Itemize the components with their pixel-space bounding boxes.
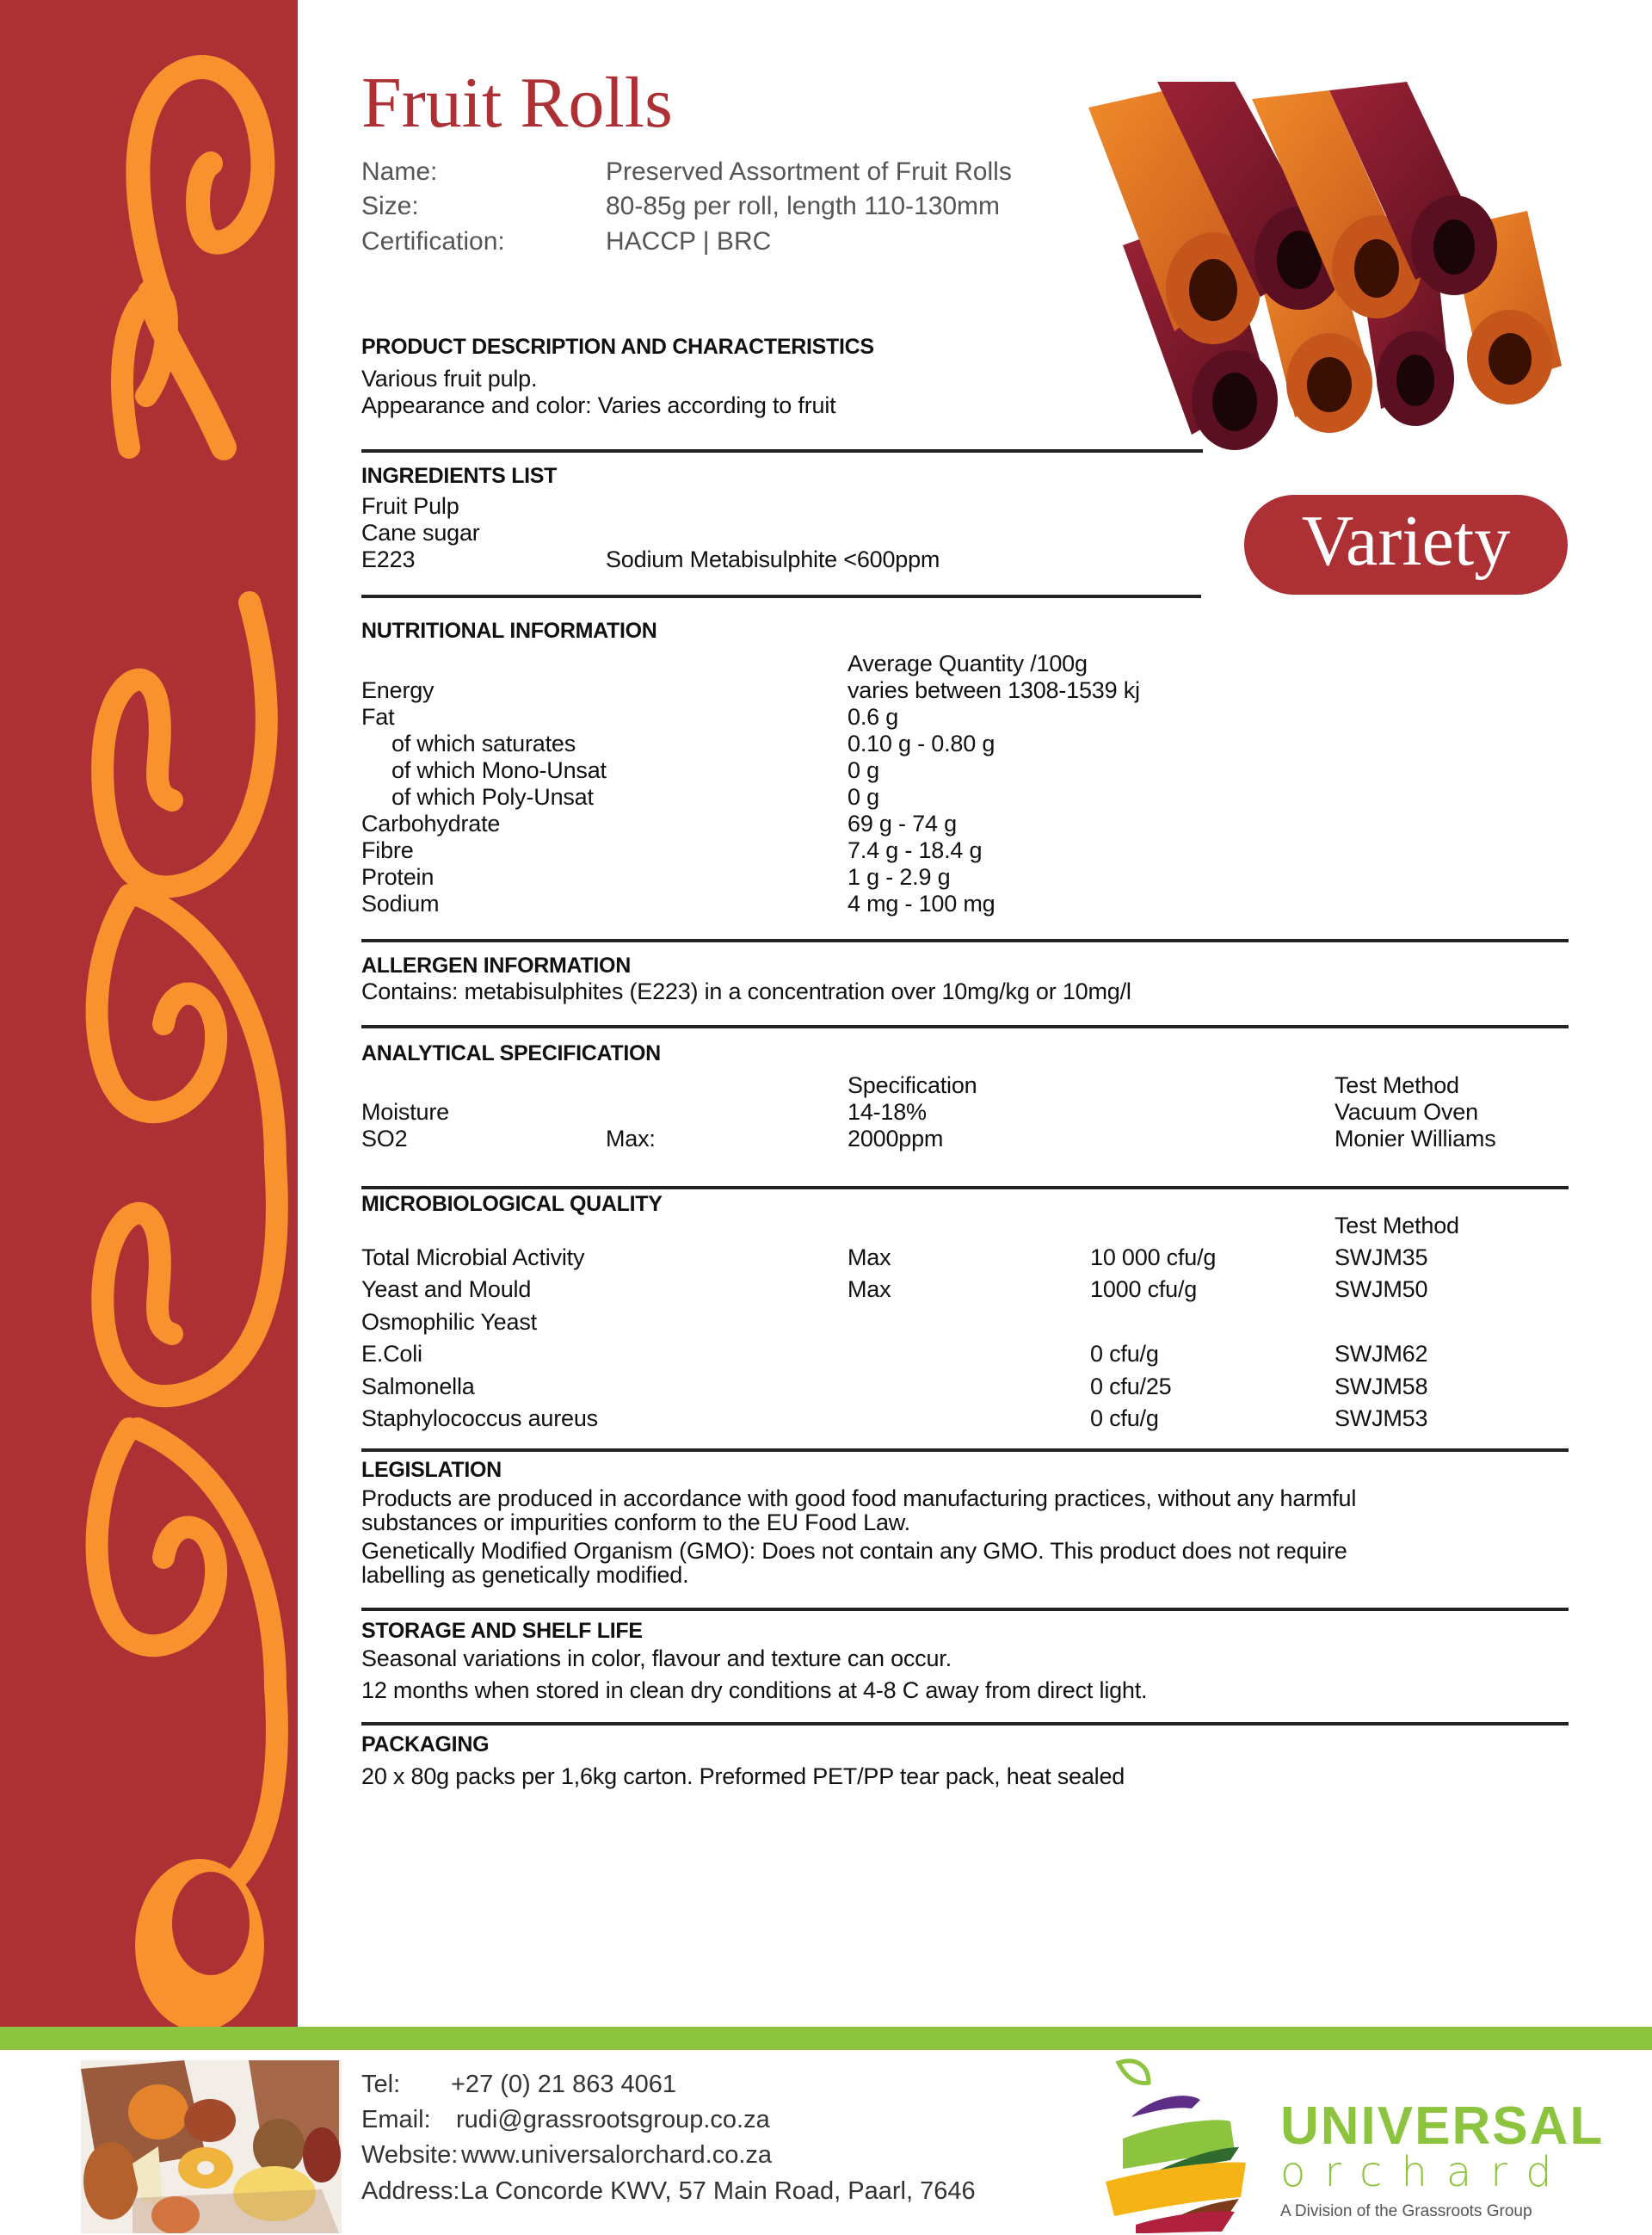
divider [361, 1448, 1569, 1452]
nutrition-value: 0.10 g - 0.80 g [848, 731, 996, 756]
micro-name: E.Coli [361, 1341, 422, 1367]
divider [361, 449, 1203, 453]
analytical-col-spec: Specification [848, 1072, 977, 1098]
micro-qualifier: Max [848, 1244, 891, 1270]
ingredient-name: E223 [361, 546, 416, 572]
analytical-name: SO2 [361, 1126, 408, 1151]
decorative-sidebar [0, 0, 298, 2027]
contact-address-label: Address: [361, 2177, 460, 2205]
footer-green-bar [0, 2027, 1652, 2050]
nutrition-name: Fibre [361, 837, 414, 863]
swirl-pattern-icon [0, 0, 298, 2027]
allergen-text: Contains: metabisulphites (E223) in a concentration over 10mg/kg or 10mg/l [361, 979, 1131, 1004]
section-heading-ingredients: INGREDIENTS LIST [361, 464, 558, 488]
micro-limit: 0 cfu/g [1090, 1341, 1159, 1367]
nutrition-value: 7.4 g - 18.4 g [848, 837, 983, 863]
divider [361, 939, 1569, 942]
nutrition-name: of which Poly-Unsat [391, 784, 594, 810]
nutrition-value: 1 g - 2.9 g [848, 864, 951, 890]
description-line: Appearance and color: Varies according to fruit [361, 392, 836, 418]
section-heading-allergen: ALLERGEN INFORMATION [361, 954, 631, 978]
micro-method: SWJM35 [1335, 1244, 1428, 1270]
nutrition-name: Energy [361, 677, 435, 703]
info-value-certification: HACCP | BRC [606, 227, 772, 256]
storage-line: 12 months when stored in clean dry conditions at 4-8 C away from direct light. [361, 1677, 1148, 1703]
packaging-text: 20 x 80g packs per 1,6kg carton. Preformed PET/PP tear pack, heat sealed [361, 1763, 1125, 1789]
description-line: Various fruit pulp. [361, 366, 538, 392]
micro-limit: 0 cfu/g [1090, 1405, 1159, 1431]
nutrition-value: 0 g [848, 757, 879, 783]
micro-name: Yeast and Mould [361, 1276, 532, 1302]
nutrition-name: Fat [361, 704, 395, 730]
divider [361, 595, 1201, 598]
contact-address-value: La Concorde KWV, 57 Main Road, Paarl, 7646 [460, 2177, 976, 2205]
micro-limit: 0 cfu/25 [1090, 1374, 1172, 1399]
micro-method: SWJM50 [1335, 1276, 1428, 1302]
analytical-name: Moisture [361, 1099, 449, 1125]
micro-method: SWJM53 [1335, 1405, 1428, 1431]
legislation-line: substances or impurities conform to the EU Food Law. [361, 1510, 910, 1535]
micro-qualifier: Max [848, 1276, 891, 1302]
nutrition-value: varies between 1308-1539 kj [848, 677, 1140, 703]
contact-email-value[interactable]: rudi@grassrootsgroup.co.za [456, 2106, 770, 2133]
micro-method: SWJM62 [1335, 1341, 1428, 1367]
analytical-method: Monier Williams [1335, 1126, 1496, 1151]
fruit-rolls-image [1071, 82, 1579, 452]
contact-website-label: Website: [361, 2141, 459, 2169]
section-heading-micro: MICROBIOLOGICAL QUALITY [361, 1192, 663, 1216]
analytical-spec: 14-18% [848, 1099, 927, 1125]
analytical-method: Vacuum Oven [1335, 1099, 1478, 1125]
nutrition-value: 0 g [848, 784, 879, 810]
storage-line: Seasonal variations in color, flavour and texture can occur. [361, 1645, 952, 1671]
nutrition-name: of which Mono-Unsat [391, 757, 607, 783]
micro-limit: 1000 cfu/g [1090, 1276, 1198, 1302]
divider [361, 1186, 1569, 1189]
micro-name: Salmonella [361, 1374, 475, 1399]
nutrition-name: Carbohydrate [361, 811, 501, 837]
page-title: Fruit Rolls [361, 63, 673, 143]
logo-tagline: A Division of the Grassroots Group [1280, 2202, 1532, 2220]
divider [361, 1608, 1569, 1611]
divider [361, 1025, 1569, 1028]
section-heading-storage: STORAGE AND SHELF LIFE [361, 1619, 643, 1643]
ingredient-detail: Sodium Metabisulphite <600ppm [606, 546, 940, 572]
micro-method: SWJM58 [1335, 1374, 1428, 1399]
nutrition-name: Protein [361, 864, 435, 890]
info-label-certification: Certification: [361, 227, 505, 256]
legislation-line: Genetically Modified Organism (GMO): Does not contain any GMO. This product does not require [361, 1538, 1347, 1564]
nutrition-name: of which saturates [391, 731, 576, 756]
section-heading-legislation: LEGISLATION [361, 1458, 502, 1482]
ingredient-name: Fruit Pulp [361, 493, 459, 519]
section-heading-nutrition: NUTRITIONAL INFORMATION [361, 619, 657, 643]
nutrition-value: 69 g - 74 g [848, 811, 957, 837]
dried-fruit-photo [81, 2060, 342, 2233]
logo-wordmark-universal: UNIVERSAL [1280, 2096, 1605, 2156]
analytical-col-method: Test Method [1335, 1072, 1459, 1098]
micro-name: Staphylococcus aureus [361, 1405, 598, 1431]
micro-name: Total Microbial Activity [361, 1244, 585, 1270]
contact-email-label: Email: [361, 2106, 431, 2133]
section-heading-analytical: ANALYTICAL SPECIFICATION [361, 1041, 661, 1065]
variety-badge: Variety [1244, 495, 1568, 595]
apple-ribbon-icon [1101, 2053, 1273, 2233]
nutrition-column-header: Average Quantity /100g [848, 651, 1088, 676]
contact-tel-label: Tel: [361, 2071, 401, 2098]
micro-limit: 10 000 cfu/g [1090, 1244, 1217, 1270]
contact-website-value[interactable]: www.universalorchard.co.za [461, 2141, 773, 2169]
section-heading-packaging: PACKAGING [361, 1732, 490, 1757]
legislation-line: Products are produced in accordance with good food manufacturing practices, without any harmful [361, 1485, 1357, 1511]
info-value-name: Preserved Assortment of Fruit Rolls [606, 157, 1012, 186]
analytical-qualifier: Max: [606, 1126, 656, 1151]
info-value-size: 80-85g per roll, length 110-130mm [606, 192, 1001, 220]
section-heading-description: PRODUCT DESCRIPTION AND CHARACTERISTICS [361, 335, 874, 359]
contact-tel-value[interactable]: +27 (0) 21 863 4061 [451, 2071, 677, 2098]
ingredient-name: Cane sugar [361, 520, 480, 546]
nutrition-value: 0.6 g [848, 704, 899, 730]
info-label-size: Size: [361, 192, 419, 220]
info-label-name: Name: [361, 157, 438, 186]
nutrition-value: 4 mg - 100 mg [848, 891, 996, 917]
micro-col-method: Test Method [1335, 1213, 1459, 1238]
logo-wordmark-orchard: orchard [1280, 2148, 1571, 2196]
nutrition-name: Sodium [361, 891, 440, 917]
micro-name: Osmophilic Yeast [361, 1309, 537, 1335]
analytical-spec: 2000ppm [848, 1126, 944, 1151]
legislation-line: labelling as genetically modified. [361, 1562, 689, 1588]
divider [361, 1722, 1569, 1726]
